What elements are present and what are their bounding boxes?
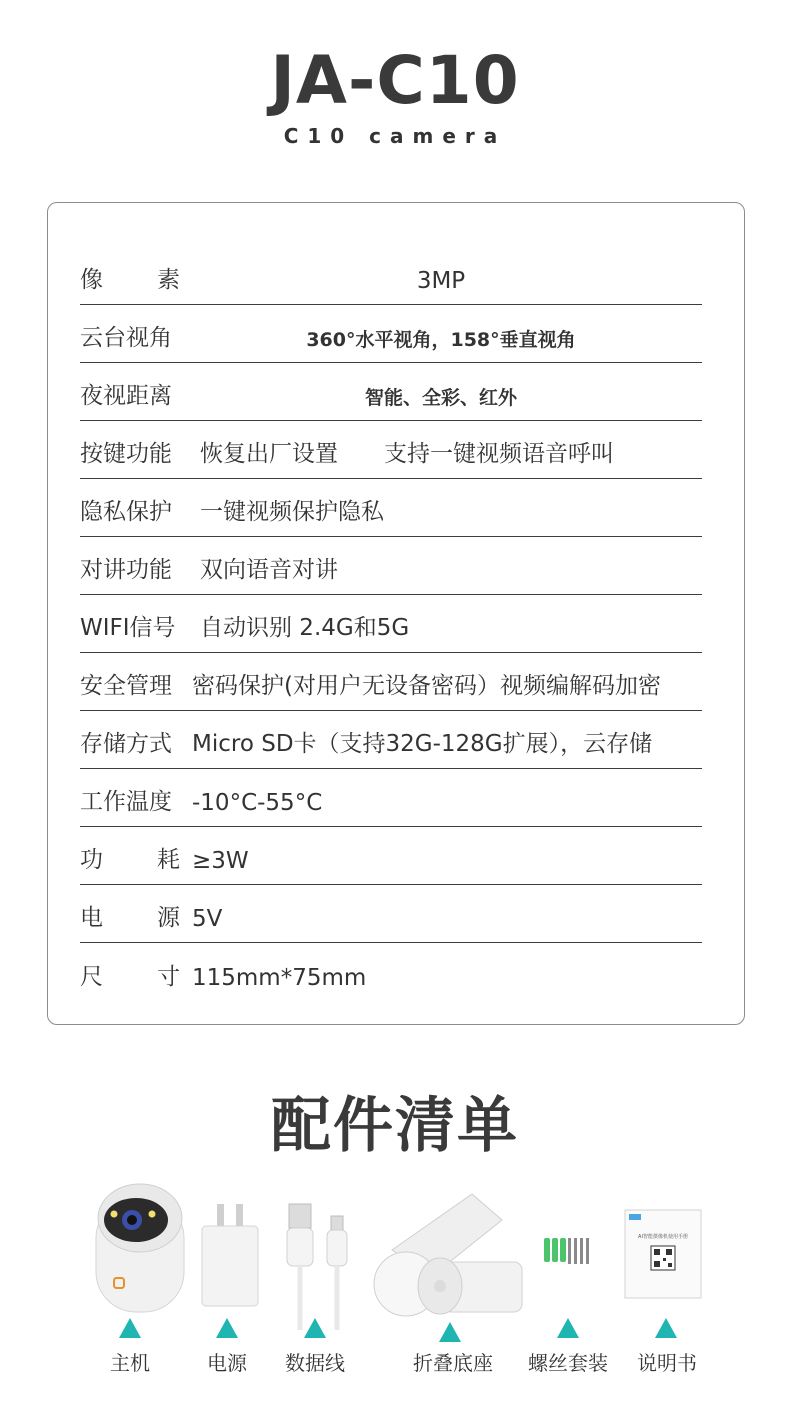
accessory-label-cable: 数据线 [285,1351,345,1375]
spec-value: 恢复出厂设置 支持一键视频语音呼叫 [200,441,614,467]
spec-row-temperature [80,769,702,827]
accessory-label-power: 电源 [207,1351,247,1375]
spec-label: 隐私保护 [80,499,172,525]
spec-value: 5V [192,906,223,932]
pointer-triangle-icon [216,1318,238,1338]
spec-row-power-supply [80,885,702,943]
spec-label: 工作温度 [80,789,172,815]
spec-row-intercom [80,537,702,595]
camera-icon [92,1180,188,1315]
power-adapter-icon [200,1180,260,1310]
accessories-title: 配件清单 [271,1091,519,1161]
spec-row-night-vision [80,363,702,421]
spec-label: 像 素 [80,267,180,293]
product-subtitle: C10 camera [283,124,507,148]
spec-value: 115mm*75mm [192,965,367,991]
spec-value: 自动识别 2.4G和5G [200,615,410,641]
spec-value: ≥3W [192,848,249,874]
spec-table [47,202,745,1025]
spec-value: 一键视频保护隐私 [200,499,384,525]
pointer-triangle-icon [655,1318,677,1338]
spec-value: 智能、全彩、红外 [364,387,517,409]
accessory-label-camera: 主机 [110,1351,150,1375]
manual-heading: AI智能摄像机使用手册 [638,1234,688,1240]
folding-mount-icon [372,1180,524,1320]
spec-row-wifi [80,595,702,653]
product-title: JA-C10 [270,42,520,119]
spec-label: 电 源 [80,905,180,931]
spec-row-privacy [80,479,702,537]
pointer-triangle-icon [439,1322,461,1342]
spec-value: Micro SD卡（支持32G-128G扩展），云存储 [192,731,653,757]
pointer-triangle-icon [557,1318,579,1338]
spec-value: 双向语音对讲 [200,557,338,583]
screw-kit-icon [543,1180,589,1270]
spec-label: 功 耗 [80,847,180,873]
spec-row-power-consumption [80,827,702,885]
spec-value: 3MP [416,268,466,294]
spec-value: -10°C-55°C [192,790,323,816]
manual-icon [623,1180,703,1300]
spec-row-size [80,943,702,1001]
usb-cable-icon [285,1180,355,1340]
pointer-triangle-icon [119,1318,141,1338]
spec-label: 安全管理 [80,673,172,699]
spec-label: 云台视角 [80,325,172,351]
spec-label: 按键功能 [80,441,172,467]
spec-row-pixel [80,247,702,305]
accessory-label-mount: 折叠底座 [413,1351,493,1375]
spec-row-security [80,653,702,711]
spec-value: 360°水平视角，158°垂直视角 [306,329,576,351]
spec-row-buttons [80,421,702,479]
spec-value: 密码保护(对用户无设备密码）视频编解码加密 [192,673,661,699]
spec-label: 对讲功能 [80,557,172,583]
accessory-label-manual: 说明书 [637,1351,697,1375]
spec-row-ptz-angle [80,305,702,363]
pointer-triangle-icon [304,1318,326,1338]
spec-row-storage [80,711,702,769]
spec-label: 夜视距离 [80,383,172,409]
spec-label: WIFI信号 [80,615,176,641]
accessory-label-screws: 螺丝套装 [528,1351,608,1375]
spec-label: 尺 寸 [80,964,180,990]
spec-label: 存储方式 [80,731,172,757]
